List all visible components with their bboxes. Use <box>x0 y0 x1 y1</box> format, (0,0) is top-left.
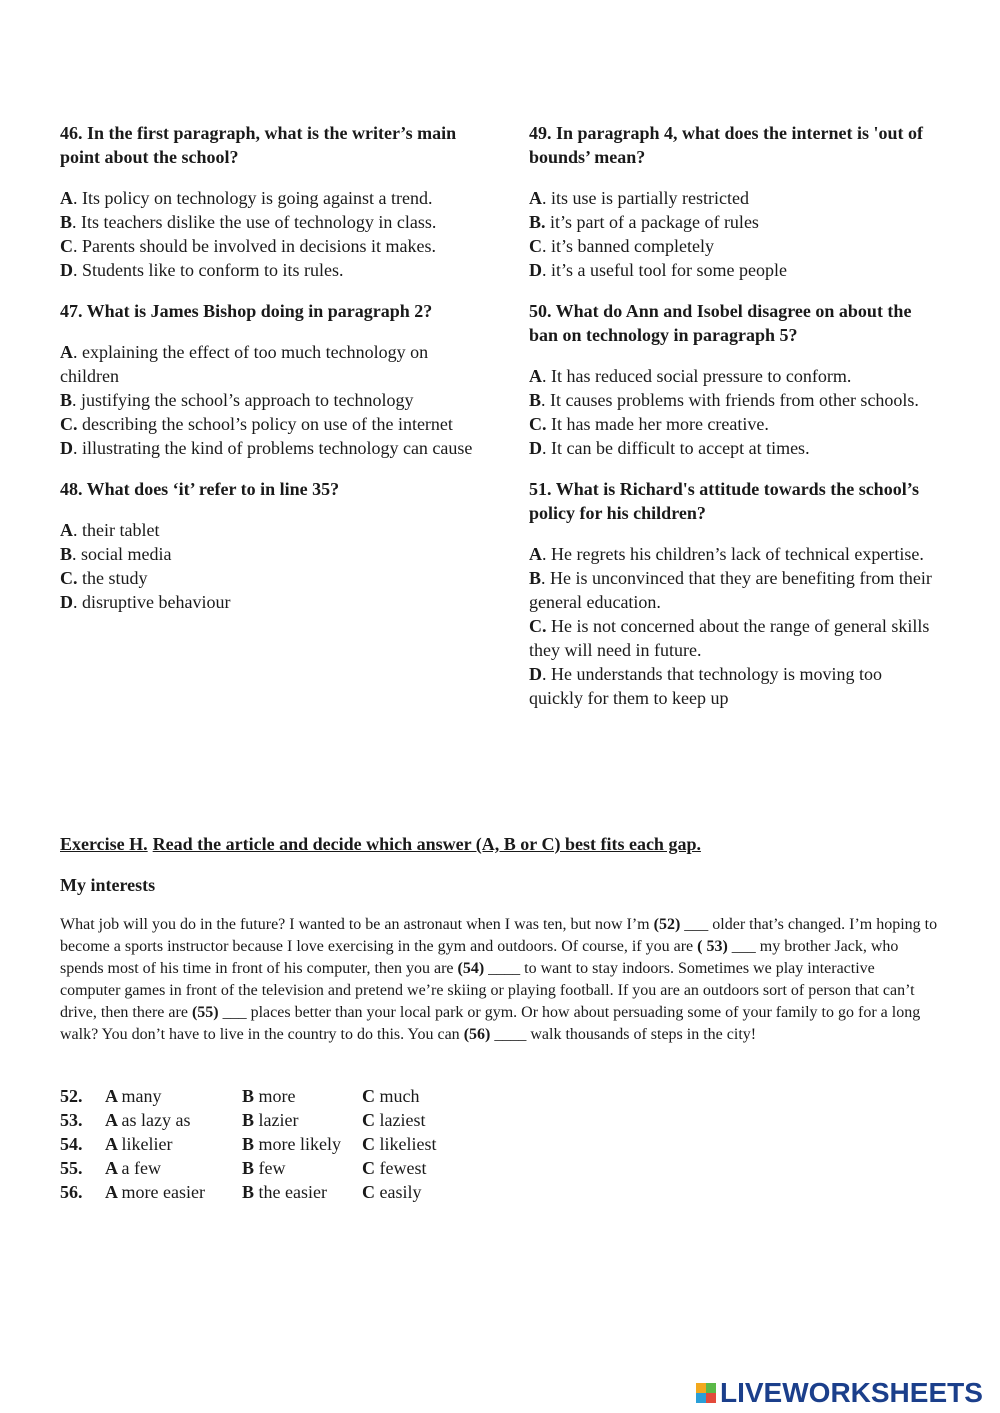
gap-marker: (56) <box>463 1026 491 1043</box>
article-segment: ___ my brother Jack, who spends most of his time in front of his computer, then you are <box>60 938 899 977</box>
question-49 <box>529 121 939 282</box>
article-segment: ____ walk thousands of steps in the city! <box>490 1026 757 1043</box>
gap-option-b: B more likely <box>242 1134 341 1154</box>
question-number: 47 <box>60 301 78 321</box>
option-b: B. it’s part of a package of rules <box>529 212 759 232</box>
gap-option-b: B lazier <box>242 1110 299 1130</box>
gap-option-b: B the easier <box>242 1182 327 1202</box>
gap-option-b: B few <box>242 1158 286 1178</box>
option-c: C. He is not concerned about the range of general skills they will need in future. <box>529 616 930 660</box>
option-c: C. Parents should be involved in decisions it makes. <box>60 236 436 256</box>
option-a: A. their tablet <box>60 520 160 540</box>
option-d: D. disruptive behaviour <box>60 592 231 612</box>
gap-row <box>60 1132 482 1156</box>
gap-option-b: B more <box>242 1086 296 1106</box>
option-a: A. He regrets his children’s lack of technical expertise. <box>529 544 924 564</box>
question-46 <box>60 121 480 282</box>
liveworksheets-logo <box>696 1378 983 1408</box>
gap-option-a: A many <box>105 1086 162 1106</box>
gap-number: 53. <box>60 1110 83 1130</box>
article-segment: What job will you do in the future? I wanted to be an astronaut when I was ten, but now I’m <box>60 916 654 933</box>
gap-marker: ( 53) <box>697 938 728 955</box>
question-51 <box>529 477 939 710</box>
question-text: . What is James Bishop doing in paragraph 2? <box>78 301 433 321</box>
gap-row <box>60 1108 482 1132</box>
option-b: B. Its teachers dislike the use of technology in class. <box>60 212 437 232</box>
option-c: C. the study <box>60 568 148 588</box>
option-d: D. Students like to conform to its rules. <box>60 260 344 280</box>
gap-option-c: C fewest <box>362 1158 427 1178</box>
question-text: . In paragraph 4, what does the internet is 'out of bounds’ mean? <box>529 123 924 167</box>
question-50-heading <box>529 299 939 347</box>
question-text: . What does ‘it’ refer to in line 35? <box>78 479 340 499</box>
logo-mark-icon <box>696 1383 716 1403</box>
option-c: C. it’s banned completely <box>529 236 714 256</box>
option-c: C. It has made her more creative. <box>529 414 769 434</box>
question-46-options <box>60 186 480 282</box>
gap-option-a: A as lazy as <box>105 1110 191 1130</box>
left-question-column <box>60 121 480 631</box>
gap-marker: (52) <box>653 916 681 933</box>
article-segment: ___ older that’s changed. I’m hoping to become a sports instructor because I love exercising in the gym and outdoors. Of course, if you are <box>60 916 938 955</box>
exercise-instruction: Read the article and decide which answer (A, B or C) best fits each gap. <box>152 834 701 854</box>
option-d: D. it’s a useful tool for some people <box>529 260 787 280</box>
question-48 <box>60 477 480 614</box>
gap-number: 54. <box>60 1134 83 1154</box>
logo-text: LIVEWORKSHEETS <box>720 1377 983 1408</box>
question-48-heading <box>60 477 480 501</box>
exercise-heading <box>60 832 940 856</box>
option-b: B. He is unconvinced that they are benefiting from their general education. <box>529 568 932 612</box>
question-49-heading <box>529 121 939 169</box>
gap-number: 52. <box>60 1086 83 1106</box>
question-47-options <box>60 340 480 460</box>
question-50 <box>529 299 939 460</box>
article-segment: ____ to want to stay indoors. Sometimes we play interactive computer games in front of the television and pretend we’re skiing or playing football. If you are an outdoors sort of person that can’t drive, then there are <box>60 960 915 1021</box>
option-d: D. illustrating the kind of problems technology can cause <box>60 438 473 458</box>
option-a: A. It has reduced social pressure to conform. <box>529 366 852 386</box>
question-51-options <box>529 542 939 710</box>
gap-row <box>60 1180 482 1204</box>
question-49-options <box>529 186 939 282</box>
question-50-options <box>529 364 939 460</box>
option-a: A. explaining the effect of too much technology on children <box>60 342 429 386</box>
gap-option-c: C likeliest <box>362 1134 437 1154</box>
gap-row <box>60 1084 482 1108</box>
option-d: D. It can be difficult to accept at times. <box>529 438 810 458</box>
gap-option-a: A likelier <box>105 1134 173 1154</box>
article-segment: ___ places better than your local park or gym. Or how about persuading some of your family to go for a long walk? You don’t have to live in the country to do this. You can <box>60 1004 921 1043</box>
question-number: 46. <box>60 123 83 143</box>
gap-marker: (55) <box>191 1004 219 1021</box>
right-question-column <box>529 121 939 727</box>
question-number: 51. <box>529 479 552 499</box>
article-title: My interests <box>60 875 156 895</box>
question-text: . What do Ann and Isobel disagree on about the ban on technology in paragraph 5? <box>529 301 912 345</box>
exercise-label: Exercise H. <box>60 834 148 854</box>
gap-option-a: A more easier <box>105 1182 205 1202</box>
question-48-options <box>60 518 480 614</box>
gap-number: 56. <box>60 1182 83 1202</box>
question-51-heading <box>529 477 939 525</box>
gap-option-c: C much <box>362 1086 420 1106</box>
gap-marker: (54) <box>457 960 485 977</box>
gap-number: 55. <box>60 1158 83 1178</box>
gap-option-c: C laziest <box>362 1110 426 1130</box>
question-46-heading <box>60 121 480 169</box>
question-number: 49 <box>529 123 547 143</box>
gap-option-a: A a few <box>105 1158 161 1178</box>
question-47-heading <box>60 299 480 323</box>
question-47 <box>60 299 480 460</box>
article-text <box>60 914 938 1046</box>
question-number: 48 <box>60 479 78 499</box>
option-a: A. its use is partially restricted <box>529 188 749 208</box>
gap-row <box>60 1156 482 1180</box>
option-c: C. describing the school’s policy on use of the internet <box>60 414 453 434</box>
gap-option-c: C easily <box>362 1182 422 1202</box>
question-text: In the first paragraph, what is the writer’s main point about the school? <box>60 123 457 167</box>
option-b: B. justifying the school’s approach to technology <box>60 390 414 410</box>
gap-options-table <box>60 1084 482 1204</box>
option-b: B. social media <box>60 544 172 564</box>
question-number: 50 <box>529 301 547 321</box>
option-a: A. Its policy on technology is going against a trend. <box>60 188 433 208</box>
option-d: D. He understands that technology is moving too quickly for them to keep up <box>529 664 882 708</box>
question-text: What is Richard's attitude towards the school’s policy for his children? <box>529 479 920 523</box>
option-b: B. It causes problems with friends from other schools. <box>529 390 919 410</box>
